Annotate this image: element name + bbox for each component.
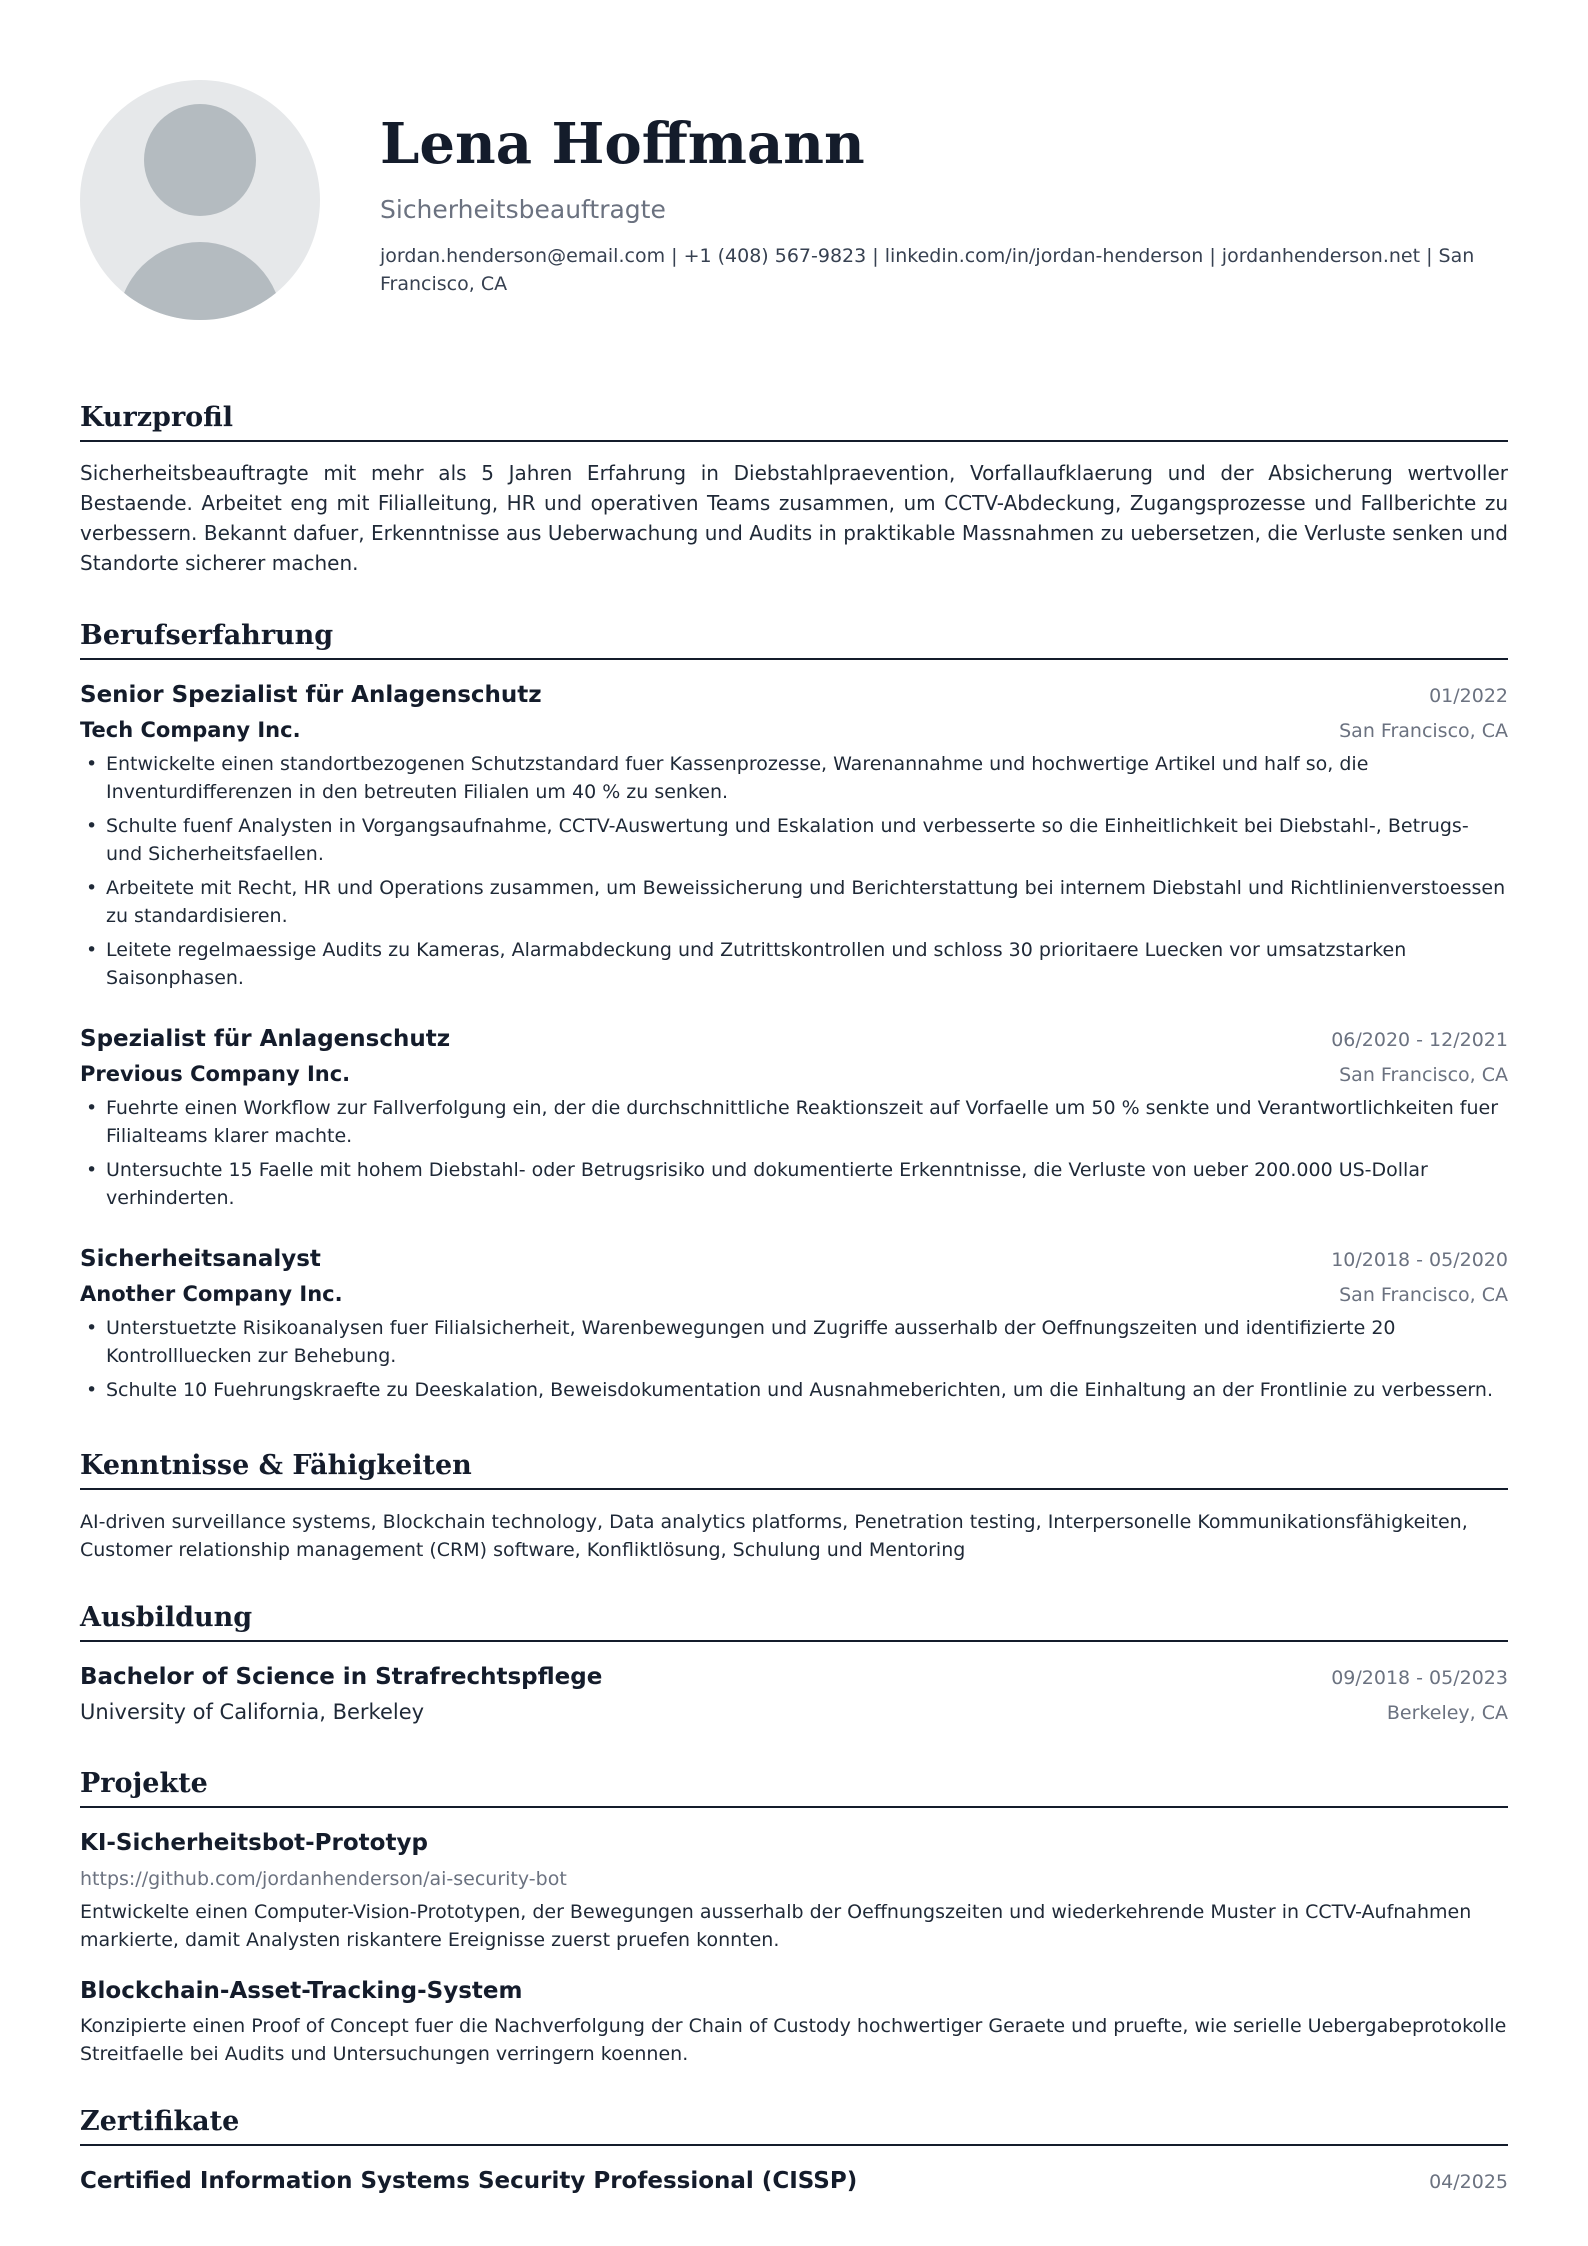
- resume-header: [80, 0, 1508, 360]
- job-bullet: • Schulte fuenf Analysten in Vorgangsaufnahme, CCTV-Auswertung und Eskalation und verbesserte so die Einheitlichkeit bei Diebstahl-, Betrugs- und Sicherheitsfaellen.: [80, 812, 1508, 868]
- education-date: 09/2018 - 05/2023: [1331, 1667, 1508, 1689]
- experience-section: [80, 618, 1508, 1404]
- person-name: Lena Hoffmann: [380, 111, 865, 177]
- avatar: [80, 80, 320, 320]
- school-name: University of California, Berkeley: [80, 1700, 425, 1724]
- section-title-summary: Kurzprofil: [80, 400, 1508, 442]
- job-date: 10/2018 - 05/2020: [1331, 1249, 1508, 1271]
- person-role: Sicherheitsbeauftragte: [380, 195, 666, 224]
- project-entry: [80, 1974, 1508, 2068]
- project-name: Blockchain-Asset-Tracking-System: [80, 1978, 523, 2004]
- job-title: Sicherheitsanalyst: [80, 1246, 321, 1272]
- job-bullet: • Untersuchte 15 Faelle mit hohem Diebstahl- oder Betrugsrisiko und dokumentierte Erkenntnisse, die Verluste von ueber 200.000 US-Dollar verhinderten.: [80, 1156, 1508, 1212]
- project-name: KI-Sicherheitsbot-Prototyp: [80, 1830, 428, 1856]
- section-title-projects: Projekte: [80, 1766, 1508, 1808]
- job-bullets: [80, 1094, 1508, 1212]
- summary-text: Sicherheitsbeauftragte mit mehr als 5 Jahren Erfahrung in Diebstahlpraevention, Vorfallaufklaerung und der Absicherung wertvoller Bestaende. Arbeitet eng mit Filialleitung, HR und operativen Teams zusammen, um CCTV-Abdeckung, Zugangsprozesse und Fallberichte zu verbessern. Bekannt dafuer, Erkenntnisse aus Ueberwachung und Audits in praktikable Massnahmen zu uebersetzen, die Verluste senken und Standorte sicherer machen.: [80, 461, 1508, 575]
- job-bullet: • Unterstuetzte Risikoanalysen fuer Filialsicherheit, Warenbewegungen und Zugriffe ausserhalb der Oeffnungszeiten und identifizierte 20 Kontrollluecken zur Behebung.: [80, 1314, 1508, 1370]
- education-section: [80, 1600, 1508, 1730]
- education-location: Berkeley, CA: [1386, 1702, 1508, 1724]
- skills-section: [80, 1448, 1508, 1564]
- section-title-experience: Berufserfahrung: [80, 618, 1508, 660]
- avatar-body-shape: [118, 242, 282, 320]
- project-description: Konzipierte einen Proof of Concept fuer die Nachverfolgung der Chain of Custody hochwertiger Geraete und pruefte, wie serielle Uebergabeprotokolle Streitfaelle bei Audits und Untersuchungen verringern koennen.: [80, 2015, 1507, 2065]
- job-company: Another Company Inc.: [80, 1282, 343, 1306]
- section-title-education: Ausbildung: [80, 1600, 1508, 1642]
- header-text: [380, 104, 1508, 298]
- project-entry: [80, 1826, 1508, 1954]
- certificate-name: Certified Information Systems Security Professional (CISSP): [80, 2168, 858, 2194]
- job-title: Senior Spezialist für Anlagenschutz: [80, 682, 542, 708]
- project-description: Entwickelte einen Computer-Vision-Prototypen, der Bewegungen ausserhalb der Oeffnungszeiten und wiederkehrende Muster in CCTV-Aufnahmen markierte, damit Analysten riskantere Ereignisse zuerst pruefen konnten.: [80, 1901, 1472, 1951]
- education-entry: [80, 1660, 1508, 1730]
- summary-section: [80, 400, 1508, 578]
- job-company: Tech Company Inc.: [80, 718, 301, 742]
- degree-title: Bachelor of Science in Strafrechtspflege: [80, 1664, 603, 1690]
- job-entry: [80, 1242, 1508, 1404]
- job-bullet: • Arbeitete mit Recht, HR und Operations zusammen, um Beweissicherung und Berichterstattung bei internem Diebstahl und Richtlinienverstoessen zu standardisieren.: [80, 874, 1508, 930]
- job-date: 01/2022: [1429, 685, 1508, 707]
- section-title-skills: Kenntnisse & Fähigkeiten: [80, 1448, 1508, 1490]
- job-bullets: [80, 1314, 1508, 1404]
- job-title: Spezialist für Anlagenschutz: [80, 1026, 451, 1052]
- project-link[interactable]: https://github.com/jordanhenderson/ai-security-bot: [80, 1868, 567, 1890]
- skills-text: AI-driven surveillance systems, Blockchain technology, Data analytics platforms, Penetration testing, Interpersonelle Kommunikationsfähigkeiten, Customer relationship management (CRM) software, Konfliktlösung, Schulung und Mentoring: [80, 1511, 1468, 1561]
- job-location: San Francisco, CA: [1339, 720, 1508, 742]
- avatar-head-shape: [144, 104, 256, 216]
- job-bullet: • Leitete regelmaessige Audits zu Kameras, Alarmabdeckung und Zutrittskontrollen und schloss 30 prioritaere Luecken vor umsatzstarken Saisonphasen.: [80, 936, 1508, 992]
- job-entry: [80, 678, 1508, 992]
- job-bullet: • Fuehrte einen Workflow zur Fallverfolgung ein, der die durchschnittliche Reaktionszeit auf Vorfaelle um 50 % senkte und Verantwortlichkeiten fuer Filialteams klarer machte.: [80, 1094, 1508, 1150]
- job-date: 06/2020 - 12/2021: [1331, 1029, 1508, 1051]
- contact-line: jordan.henderson@email.com | +1 (408) 567-9823 | linkedin.com/in/jordan-henderson | jordanhenderson.net | San Francisco, CA: [380, 245, 1475, 295]
- certificate-entry: [80, 2164, 1508, 2199]
- certificates-section: [80, 2104, 1508, 2199]
- section-title-certificates: Zertifikate: [80, 2104, 1508, 2146]
- projects-section: [80, 1766, 1508, 2068]
- job-bullet: • Entwickelte einen standortbezogenen Schutzstandard fuer Kassenprozesse, Warenannahme und hochwertige Artikel und half so, die Inventurdifferenzen in den betreuten Filialen um 40 % zu senken.: [80, 750, 1508, 806]
- job-company: Previous Company Inc.: [80, 1062, 351, 1086]
- job-location: San Francisco, CA: [1339, 1284, 1508, 1306]
- job-entry: [80, 1022, 1508, 1212]
- certificate-date: 04/2025: [1429, 2171, 1508, 2193]
- job-bullets: [80, 750, 1508, 992]
- job-location: San Francisco, CA: [1339, 1064, 1508, 1086]
- job-bullet: • Schulte 10 Fuehrungskraefte zu Deeskalation, Beweisdokumentation und Ausnahmeberichten, um die Einhaltung an der Frontlinie zu verbessern.: [80, 1376, 1508, 1404]
